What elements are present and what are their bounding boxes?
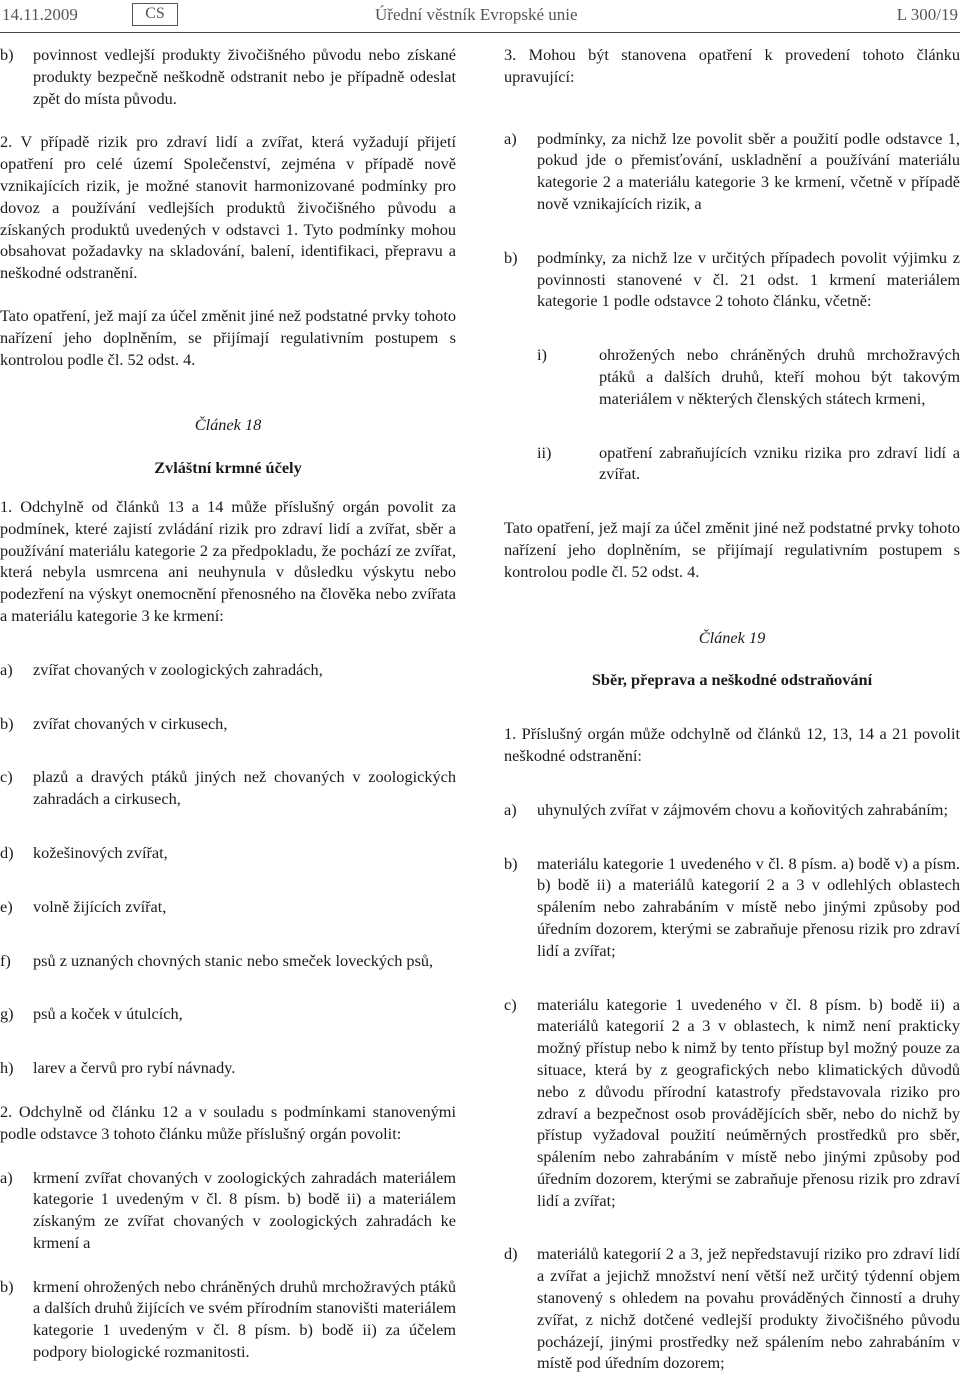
list-item [504, 247, 960, 312]
article-19-number: Článek 19 [698, 627, 766, 647]
item-text: materiálu kategorie 1 uvedeného v čl. 8 písm. b) bodě ii) a materiálů kategorií 2 a 3 v oblastech, k nimž není prakticky možný přístup nebo k nimž by tento přístup byl možný pouze za situace, která by z geografických nebo klimatických důvodů nebo z důvodu přírodní katastrofy představovala riziko pro zdraví a bezpečnost osob provádějících sběr, nebo do nichž by přístup vyžadoval použití neúměrných prostředků pro sběr, spálením nebo zahrabáním v místě nebo jinými způsoby pod úředním dozorem, kterými se zabraňuje přenosu rizik pro zdraví lidí a zvířat; [537, 994, 960, 1210]
item-text: kožešinových zvířat, [33, 842, 168, 862]
list-item [504, 128, 960, 215]
item-label: d) [0, 842, 14, 862]
right-column [504, 44, 960, 1374]
item-text: larev a červů pro rybí návnady. [33, 1058, 236, 1078]
item-text: krmení ohrožených nebo chráněných druhů mrchožravých ptáků a dalších druhů žijících ve svém přírodním stanovišti materiálem kategorie 1 uvedeným v čl. 8 písm. b) bodě ii) za účelem podpory biologické rozmanitosti. [33, 1276, 456, 1362]
item-text: psů a koček v útulcích, [33, 1004, 183, 1024]
item-text: podmínky, za nichž lze v určitých případech povolit výjimku z povinnosti stanovené v čl. 21 odst. 1 krmení materiálem kategorie 1 podle odstavce 2 tohoto článku, včetně: [537, 247, 960, 311]
item-text: podmínky, za nichž lze povolit sběr a použití podle odstavce 1, pokud jde o přemisťování, uskladnění a používání materiálu kategorie 2 a materiálu kategorie 3 ke krmení, včetně v případě nově vznikajících rizik, a [537, 128, 960, 213]
paragraph-tato: Tato opatření, jež mají za účel změnit jiné než podstatné prvky tohoto nařízení jeho doplněním, se přijímají regulativním postupem s kontrolou podle čl. 52 odst. 4. [0, 305, 456, 369]
item-label: c) [0, 767, 13, 787]
article-18-title: Zvláštní krmné účely [154, 458, 302, 478]
left-column [0, 44, 456, 1363]
item-label: b) [0, 713, 14, 733]
item-label: b) [0, 1276, 14, 1296]
sub-list-item [537, 344, 960, 409]
header-rule [0, 32, 960, 33]
item-label: b) [504, 853, 518, 873]
list-item [504, 1243, 960, 1374]
list-item [0, 896, 456, 918]
list-item [0, 766, 456, 810]
item-label: a) [0, 659, 13, 679]
article-18-paragraph-2: 2. Odchylně od článku 12 a v souladu s podmínkami stanovenými podle odstavce 3 tohoto článku může příslušný orgán povolit: [0, 1101, 456, 1143]
article-18-number: Článek 18 [194, 415, 262, 435]
list-item [0, 1003, 456, 1025]
article-18-paragraph-1: 1. Odchylně od článků 13 a 14 může příslušný orgán povolit za podmínek, které zajistí zvládání rizik pro zdraví lidí a zvířat, sběr a používání materiálu kategorie 2 za předpokladu, že pochází ze zvířat, která nebyla usmrcena ani neuhynula v důsledku výskytu nebo podezření na výskyt onemocnění přenosného na člověka nebo zvířata a materiálu kategorie 3 ke krmení: [0, 496, 456, 625]
list-item [0, 950, 456, 972]
item-text: volně žijících zvířat, [33, 896, 167, 916]
list-item [504, 799, 960, 821]
page-header [0, 0, 960, 30]
language-badge: CS [132, 3, 178, 26]
item-label: c) [504, 994, 517, 1014]
item-label: d) [504, 1244, 518, 1264]
item-label: e) [0, 896, 13, 916]
item-label: g) [0, 1004, 14, 1024]
item-text: materiálů kategorií 2 a 3, jež nepředstavují riziko pro zdraví lidí a zvířat a jejichž množství není větší než určitý týdenní objem stanovený s ohledem na povahu prováděných činností a druhy zvířat, z nichž dotčené vedlejší produkty živočišného původu pocházejí, jinými prostředky než spálením nebo zahrabáním v místě pod úředním dozorem; [537, 1244, 960, 1373]
item-text: povinnost vedlejší produkty živočišného původu nebo získané produkty bezpečně neškodně odstranit nebo je případně odeslat zpět do místa původu. [33, 45, 456, 108]
list-item [0, 713, 456, 735]
item-text: plazů a dravých ptáků jiných než chovaných v zoologických zahradách a cirkusech, [33, 767, 456, 809]
list-item [0, 1276, 456, 1363]
item-label: ii) [537, 442, 552, 462]
header-date: 14.11.2009 [2, 5, 78, 24]
item-text: zvířat chovaných v zoologických zahradách, [33, 659, 323, 679]
paragraph-3: 3. Mohou být stanovena opatření k provedení tohoto článku upravující: [504, 45, 960, 86]
list-item [0, 1167, 456, 1254]
list-item [0, 44, 456, 109]
list-items-1 [0, 659, 456, 1079]
item-text: materiálu kategorie 1 uvedeného v čl. 8 písm. a) bodě v) a písm. b) bodě ii) a materiálů kategorií 2 a 3 v odlehlých oblastech spálením nebo zahrabáním v místě nebo jinými způsoby pod úředním dozorem, kterými se zabraňuje přenosu rizik pro zdraví lidí a zvířat; [537, 853, 960, 960]
item-text: uhynulých zvířat v zájmovém chovu a koňovitých zahrabáním; [537, 799, 948, 819]
item-label: b) [504, 247, 518, 267]
item-label: a) [504, 799, 517, 819]
article-19-paragraph-1: 1. Příslušný orgán může odchylně od článků 12, 13, 14 a 21 povolit neškodné odstranění: [504, 724, 960, 765]
list-item [0, 1057, 456, 1079]
item-text: zvířat chovaných v cirkusech, [33, 713, 228, 733]
item-label: f) [0, 950, 11, 970]
list-item [0, 659, 456, 681]
item-label: h) [0, 1058, 14, 1078]
journal-title: Úřední věstník Evropské unie [375, 5, 578, 24]
item-label: a) [0, 1167, 13, 1187]
item-label: a) [504, 128, 517, 148]
list-item [504, 853, 960, 962]
item-label: i) [537, 345, 547, 365]
item-text: psů z uznaných chovných stanic nebo smeček loveckých psů, [33, 950, 434, 970]
page-number: L 300/19 [896, 5, 958, 24]
article-19-title: Sběr, přeprava a neškodné odstraňování [591, 670, 873, 690]
sub-list-item [537, 442, 960, 486]
list-item [0, 842, 456, 864]
item-text: opatření zabraňujících vzniku rizika pro zdraví lidí a zvířat. [599, 442, 960, 484]
paragraph-2: 2. V případě rizik pro zdraví lidí a zvířat, která vyžadují přijetí opatření pro celé území Společenství, zejména v případě nově vznikajících rizik, je možné stanovit harmonizované podmínky pro dovoz a používání vedlejších produktů živočišného původu a získaných produktů uvedených v odstavci 1. Tyto podmínky mohou obsahovat požadavky na skladování, balení, identifikaci, přepravu a neškodné odstranění. [0, 132, 456, 283]
paragraph-tato: Tato opatření, jež mají za účel změnit jiné než podstatné prvky tohoto nařízení jeho doplněním, se přijímají regulativním postupem s kontrolou podle čl. 52 odst. 4. [504, 518, 960, 581]
item-label: b) [0, 45, 14, 64]
item-text: ohrožených nebo chráněných druhů mrchožravých ptáků a dalších druhů, kteří mohou být takovým materiálem v některých členských státech krmeni, [599, 345, 960, 408]
item-text: krmení zvířat chovaných v zoologických zahradách materiálem kategorie 1 uvedeným v čl. 8 písm. b) bodě ii) a materiálem získaným ze zvířat chovaných v zoologických zahradách ke krmení a [33, 1167, 456, 1252]
list-item [504, 994, 960, 1212]
